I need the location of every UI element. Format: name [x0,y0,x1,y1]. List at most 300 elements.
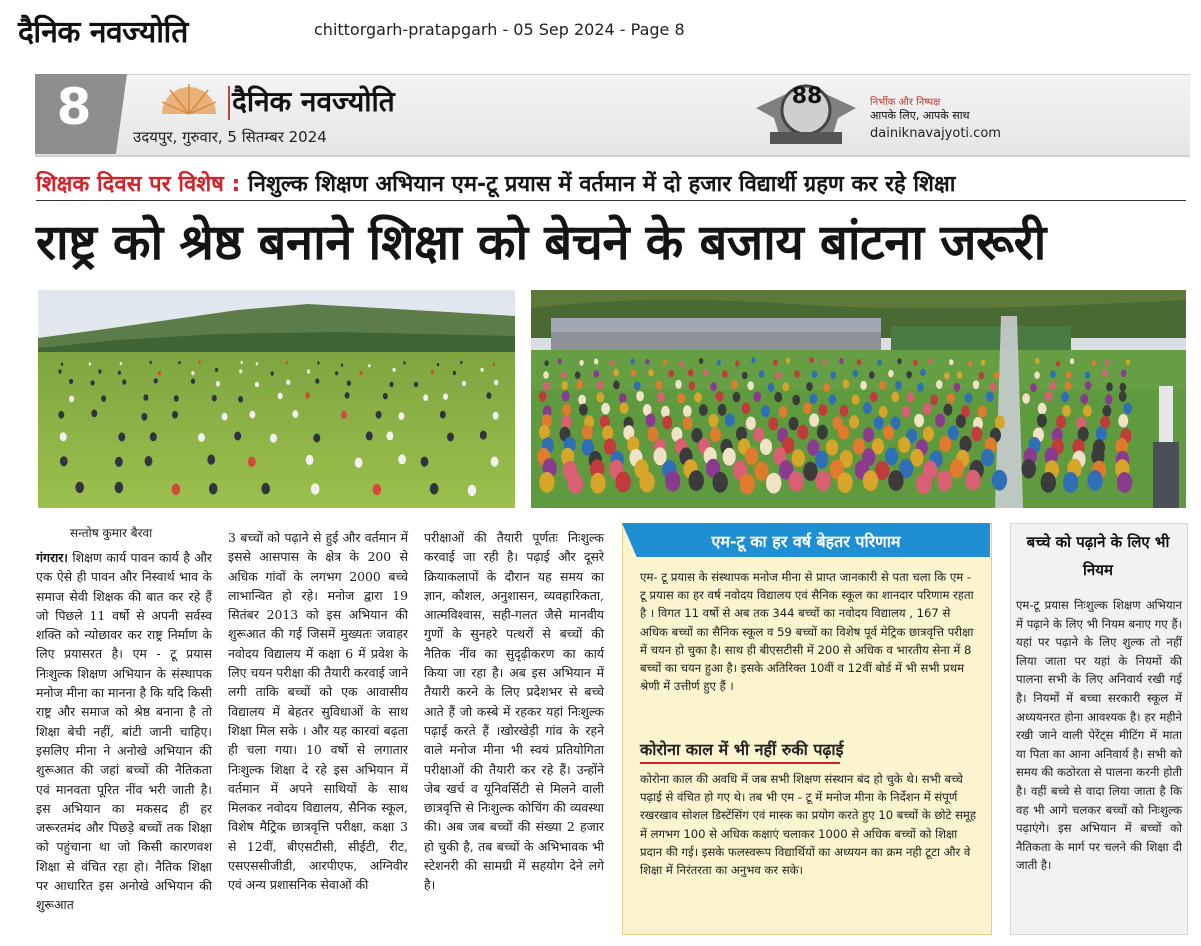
crowd-student [594,370,600,377]
crowd-student [768,383,775,392]
crowd-student [543,371,549,378]
field-student [376,411,382,419]
site-logo[interactable]: दैनिक नवज्योति [18,15,188,50]
kicker-label: शिक्षक दिवस पर विशेष : [36,172,241,197]
crowd-student [1085,381,1092,390]
badge-number: 88 [791,84,823,109]
rules-box-title: बच्चे को पढ़ाने के लिए भी नियम [1026,533,1170,579]
field-student [255,382,259,387]
crowd-student [1034,372,1040,379]
field-student [468,485,477,496]
crowd-student [539,391,547,401]
field-student [430,483,439,494]
crowd-student [829,394,837,404]
crowd-student [930,395,938,405]
field-student [437,363,439,366]
crowd-student [718,404,727,416]
crowd-student [782,382,789,391]
crowd-student [1050,370,1056,377]
field-student [403,361,405,364]
field-student [414,382,418,387]
crowd-student [1096,426,1107,441]
crowd-student [897,358,901,364]
crowd-student [1087,470,1102,491]
dateline: उदयपुर, गुरुवार, 5 सितम्बर 2024 [133,128,327,146]
crowd-student [575,371,581,378]
crowd-student [1103,405,1112,417]
byline: सन्तोष कुमार बैरवा [70,526,153,540]
field-student [383,393,388,400]
results-box-title: एम-टू का हर वर्ष बेहतर परिणाम [711,532,901,551]
article-column-1 [36,548,212,915]
field-student [423,394,428,401]
crowd-student [646,414,656,427]
field-student [355,458,363,468]
crowd-student [688,369,694,376]
crowd-student [1041,472,1056,493]
article-column-2 [228,528,408,895]
crowd-student [709,414,719,427]
crowd-student [830,372,836,379]
crowd-student [877,360,881,366]
crowd-student [1102,369,1108,376]
crowd-student [994,372,1000,379]
field-student [286,380,290,385]
crowd-student [917,383,924,392]
field-student [115,457,123,467]
crowd-student [913,360,917,366]
field-student [98,369,101,373]
crowd-student [907,392,915,402]
crowd-student [590,473,605,494]
crowd-student [1118,414,1128,427]
crowd-student [613,380,620,389]
crowd-student [806,382,813,391]
crowd-student [683,417,693,430]
crowd-student [578,395,586,405]
field-student [60,432,67,441]
field-student [271,371,274,375]
crowd-student [1038,403,1047,415]
crowd-student [857,359,861,365]
field-student [154,378,158,383]
crowd-student [699,358,703,364]
field-student [215,368,218,372]
crowd-student [914,414,924,427]
field-student [191,371,194,375]
field-student [101,395,106,402]
crowd-student [853,438,865,454]
crowd-student [613,369,619,376]
field-student [462,381,466,386]
crowd-student [746,417,756,430]
crowd-student [786,358,790,364]
field-student [398,412,404,420]
field-student [150,361,152,364]
covid-subhead: कोरोना काल में भी नहीं रुकी पढ़ाई [640,740,844,759]
crowd-student [809,394,817,404]
crowd-student [761,405,770,417]
crowd-student [662,416,672,429]
edition-info: chittorgarh-pratapgarh - 05 Sep 2024 - Page 8 [314,20,685,39]
crowd-student [794,370,800,377]
crowd-student [745,447,758,465]
sun-logo-icon [158,82,220,116]
crowd-student [839,358,843,364]
crowd-student [710,382,717,391]
crowd-student [1061,392,1069,402]
crowd-student [579,360,583,366]
crowd-student [891,392,899,402]
crowd-student [1062,405,1071,417]
crowd-student [936,380,943,389]
crowd-student [843,380,850,389]
field-student [248,457,256,467]
crowd-student [863,402,872,414]
crowd-student [645,359,649,365]
crowd-student [950,459,964,478]
crowd-student [1085,372,1091,379]
field-student [317,361,319,364]
crowd-student [742,402,751,414]
crowd-student [788,471,803,492]
crowd-student [944,372,950,379]
crowd-student [713,472,728,493]
crowd-student [960,436,972,452]
crowd-student [1070,358,1074,364]
crowd-student [754,462,768,481]
crowd-student [558,358,562,364]
crowd-student [1092,360,1096,366]
crowd-student [576,380,583,389]
crowd-student [870,392,878,402]
field-student [69,379,73,384]
crowd-student [1030,383,1037,392]
field-student [315,378,319,383]
crowd-student [1105,360,1109,366]
crowd-student [973,380,980,389]
tagline-2: आपके लिए, आपके साथ [870,109,970,122]
field-student [241,361,243,364]
field-student [174,395,179,402]
crowd-student [735,360,739,366]
field-student [58,411,64,419]
results-box-text: एम- टू प्रयास के संस्थापक मनोज मीना से प्राप्त जानकारी से पता चला कि एम - टू प्रयास का हर वर्ष नवोदय विद्यालय एवं सैनिक स्कूल का शानदार परिणाम रहता है । विगत 11 वर्षो से अब तक 344 बच्चों का नवोदय विद्यालय , 167 से अधिक बच्चों का सैनिक स्कूल व 59 बच्चों का विशेष पूर्व मेट्रिक छात्रवृत्ति परीक्षा में चयन हो चुका है। साथ ही बीएसटीसी में 200 से अधिक व भारतीय सेना में 8 बच्चों का चयन हुआ है। इसके अतिरिक्त 10वीं व 12वीं बोर्ड में भी सभी प्रथम श्रेणी में उत्तीर्ण हुए हैं । [640,570,974,694]
kicker-rule [36,200,1186,201]
crowd-student [809,357,813,363]
field-student [286,361,288,364]
field-student [443,393,448,400]
crowd-student [819,404,828,416]
field-student [178,361,180,364]
crowd-student [1049,381,1056,390]
crowd-student [944,404,953,416]
crowd-student [949,359,953,365]
crowd-student [568,473,583,494]
crowd-student [648,369,654,376]
crowd-student [773,360,777,366]
field-student [91,380,95,385]
crowd-student [853,370,859,377]
crowd-student [760,439,772,455]
crowd-student [779,406,788,418]
field-student [216,381,220,386]
crowd-student [920,369,926,376]
kicker-text: निशुल्क शिक्षण अभियान एम-टू प्रयास में वर्तमान में दो हजार विद्यार्थी ग्रहण कर रहे शिक्षा [248,172,956,197]
field-student [306,455,314,465]
crowd-student [663,359,667,365]
crowd-student [722,370,728,377]
crowd-student [740,474,755,495]
crowd-student [636,391,644,401]
crowd-student [817,425,828,440]
crowd-student [874,416,884,429]
article-column-3 [424,528,604,895]
crowd-student [803,462,817,481]
field-student [198,433,205,442]
crowd-student [1065,381,1072,390]
crowd-student [562,391,570,401]
crowd-student [992,470,1007,491]
crowd-student [610,360,614,366]
article-text-1: शिक्षण कार्य पावन कार्य है और एक ऐसे ही पावन और निस्वार्थ भाव के समाज सेवी शिक्षक की बात कर रहे हैं जो पिछले 11 वर्षो से अपनी सर्वस्व शक्ति को न्योछावर कर राष्ट्र निर्माण के लिए प्रयासरत है। एम - टू प्रयास निःशुल्क शिक्षण अभियान के संस्थापक मनोज मीना का मानना है कि यदि किसी राष्ट्र और समाज को श्रेष्ठ बनाना है तो शिक्षा बेची नहीं, बांटी जानी चाहिए। इसलिए मीना ने अनोखे अभियान की शुरूआत की जहां बच्चों की नैतिकता एवं मानवता पूरित नींव भरी जाती है।इस अभियान का मकसद ही हर जरूरतमंद और पिछड़े बच्चों तक शिक्षा को पहुंचाना था जो किसी कारणवश शिक्षा से वंचित रहा हो। नैतिक शिक्षा पर आधारित इस अनोखे अभियान की शुरूआत [36,550,212,913]
field-student [341,411,347,419]
page-number: 8 [56,78,92,136]
crowd-student [928,358,932,364]
crowd-student [1022,393,1030,403]
field-student [75,482,84,493]
field-student [335,371,338,375]
crowd-student [766,473,781,494]
field-student [431,370,434,374]
crowd-student [895,381,902,390]
crowd-student [716,391,724,401]
field-student [493,412,499,420]
crowd-student [809,413,819,426]
crowd-student [675,380,682,389]
crowd-student [965,393,973,403]
covid-subhead-rule [640,762,840,764]
field-student [256,362,258,365]
field-student [91,410,97,418]
crowd-student [849,415,859,428]
crowd-student [937,470,952,491]
field-student [480,431,487,440]
crowd-student [683,405,692,417]
crowd-student [561,371,567,378]
crowd-student [981,360,985,366]
crowd-student [680,361,684,367]
crowd-student [916,474,931,495]
crowd-student [815,470,830,491]
crowd-student [751,357,755,363]
field-student [172,411,178,419]
tagline-1: निर्भीक और निष्पक्ष [870,97,941,108]
field-student [198,361,200,364]
crowd-student [971,427,982,442]
rules-box-text: एम-टू प्रयास निःशुल्क शिक्षण अभियान में पढ़ाने के लिए भी नियम बनाए गए हैं। यहां पर पढ़ाने के लिए शुल्क तो नहीं लिया जाता पर यहां के नियमों की पालना सभी के लिए अनिवार्य रखी गई है। नियमों में बच्चा सरकारी स्कूल में अध्ययनरत होना आवश्यक है। हर महीने रखी जाने वाली पेरेंट्स मीटिंग में माता या पिता का आना अनिवार्य है। सभी को समय की कठोरता से पालना करनी होती है। वहीं बच्चे से वादा लिया जाता है कि वह भी आगे चलकर बच्चों को निःशुल्क पढ़ाएंगे। इस अभियान में बच्चों को नैतिकता के मार्ग पर चलने की शिक्षा दी जाती है। [1016,598,1182,873]
crowd-student [723,448,736,466]
crowd-student [838,425,849,440]
crowd-student [840,405,849,417]
crowd-student [579,404,588,416]
field-student [60,456,68,466]
field-student [143,394,148,401]
crowd-student [1123,403,1132,415]
crowd-student [1037,414,1047,427]
crowd-student [597,381,604,390]
crowd-student [615,472,630,493]
crowd-student [863,470,878,491]
field-student [238,396,243,403]
crowd-student [774,392,782,402]
field-student [460,361,462,364]
field-student [150,432,157,441]
crowd-student [768,417,778,430]
crowd-student [968,361,972,367]
crowd-student [902,406,911,418]
crowd-student [562,415,572,428]
crowd-student [619,393,627,403]
crowd-student [601,403,610,415]
crowd-student [1066,371,1072,378]
crowd-student [1056,415,1066,428]
crowd-student [965,470,980,491]
crowd-student [789,417,799,430]
crowd-student [669,370,675,377]
photo-crowd-students [531,290,1186,508]
field-student [249,411,255,419]
crowd-student [742,372,748,379]
crowd-student [883,425,894,440]
crowd-student [699,404,708,416]
crowd-student [717,360,721,366]
crowd-student [656,380,663,389]
field-student [389,382,393,387]
field-student [234,432,241,441]
crowd-student [956,414,966,427]
crowd-student [677,393,685,403]
crowd-student [1063,472,1078,493]
crowd-student [797,425,808,440]
field-student [207,455,215,465]
field-student [359,371,362,375]
crowd-student [747,381,754,390]
field-student [386,431,393,440]
crowd-student [879,406,888,418]
crowd-student [630,358,634,364]
crowd-student [639,472,654,493]
crowd-student [689,381,696,390]
crowd-student [1121,370,1127,377]
field-student [313,434,320,443]
field-student [366,431,373,440]
field-student [373,484,382,495]
field-student [270,434,277,443]
crowd-student [1035,358,1039,364]
crowd-student [631,369,637,376]
crowd-student [995,416,1005,429]
crowd-student [822,359,826,365]
field-student [278,393,283,400]
field-student [494,380,498,385]
crowd-student [1120,383,1127,392]
field-student [61,363,63,366]
crowd-student [792,449,805,467]
field-student [345,392,350,399]
crowd-student [898,437,910,453]
crowd-student [826,439,838,455]
field-student [491,457,499,467]
crowd-student [661,406,670,418]
crowd-student [759,370,765,377]
field-student [122,379,126,384]
crowd-student [703,369,709,376]
field-student [120,362,122,365]
crowd-student [986,392,994,402]
crowd-student [1117,472,1132,493]
field-student [368,364,370,367]
crowd-student [885,447,898,465]
covid-text: कोरोना काल की अवधि में जब सभी शिक्षण संस्थान बंद हो चुके थे। सभी बच्चे पढ़ाई से वंचित हो गए थे। तब भी एम - टू में मनोज मीना के निर्देशन में संपूर्ण रखरखाव सोशल डिस्टेंसिंग एवं मास्क का प्रयोग करते हुए 10 बच्चों के छोटे समूह में लगभग 100 से अधिक कक्षाएं चलाकर 1000 से अधिक बच्चों को शिक्षा प्रदान की गई। इसके फलस्वरूप विद्यार्थियों का अध्ययन का क्रम नही टूटा और वे शिक्षा में निरंतरता का अनुभव कर सके। [640,772,977,878]
field-student [398,454,406,464]
crowd-student [888,370,894,377]
crowd-student [561,381,568,390]
crowd-student [648,427,659,442]
crowd-student [803,402,812,414]
crowd-student [634,381,641,390]
field-student [292,410,298,418]
field-student [141,413,147,421]
crowd-student [863,427,874,442]
crowd-student [1045,391,1053,401]
crowd-student [657,392,665,402]
field-student [453,371,456,375]
crowd-student [596,392,604,402]
crowd-student [981,449,994,467]
crowd-student [935,414,945,427]
crowd-student [594,359,598,365]
field-student [447,433,454,442]
crowd-student [869,371,875,378]
crowd-student [1022,459,1036,478]
crowd-student [1119,391,1127,401]
field-student [145,456,153,466]
crowd-student [753,392,761,402]
crowd-student [733,392,741,402]
crowd-student [1056,361,1060,367]
field-student [261,483,270,494]
crowd-student [888,470,903,491]
crowd-student [539,472,554,493]
crowd-student [1126,359,1130,365]
crowd-student [815,451,828,469]
field-student [172,484,181,495]
crowd-student [725,413,735,426]
field-student [305,392,310,399]
field-student [118,432,125,441]
crowd-student [689,470,704,491]
field-student [118,371,121,375]
article-text-2: 3 बच्चों को पढ़ाने से हुई और वर्तमान में इससे आसपास के क्षेत्र के 200 से अधिक गांवों के लगभग 2000 बच्चे लाभान्वित हो रहे। मनोज द्वारा 19 सितंबर 2013 को इस अभियान की शुरूआत की गई जिसमें मुख्यतः जवाहर नवोदय विद्यालय में कक्षा 6 में प्रवेश के लिए चयन परीक्षा की तैयारी करवाई जाने लगी ताकि बच्चों को एक आवासीय विद्यालय में बेहतर सुविधाओं के साथ शिक्षा मिल सके । और यह कारवां बढ़ता ही चला गया। 10 वर्षो से लगातार निःशुल्क शिक्षा दे रहे इस अभियान में वर्तमान में अपने साथियों के साथ मिलकर नवोदय विद्यालय, सैनिक स्कूल, विशेष मैट्रिक छात्रवृत्ति परीक्षा, कक्षा 3 से 12वीं, बीएसटीसी, सीईटी, रीट, एसएससीजीडी, आरपीएफ, अग्निवीर एवं अन्य प्रशासनिक सेवाओं की [228,530,408,893]
field-student [209,483,218,494]
crowd-student [947,393,955,403]
website-link[interactable]: dainiknavajyoti.com [870,126,1001,141]
crowd-student [620,402,629,414]
field-student [493,363,495,366]
field-student [191,379,195,384]
crowd-student [665,471,680,492]
